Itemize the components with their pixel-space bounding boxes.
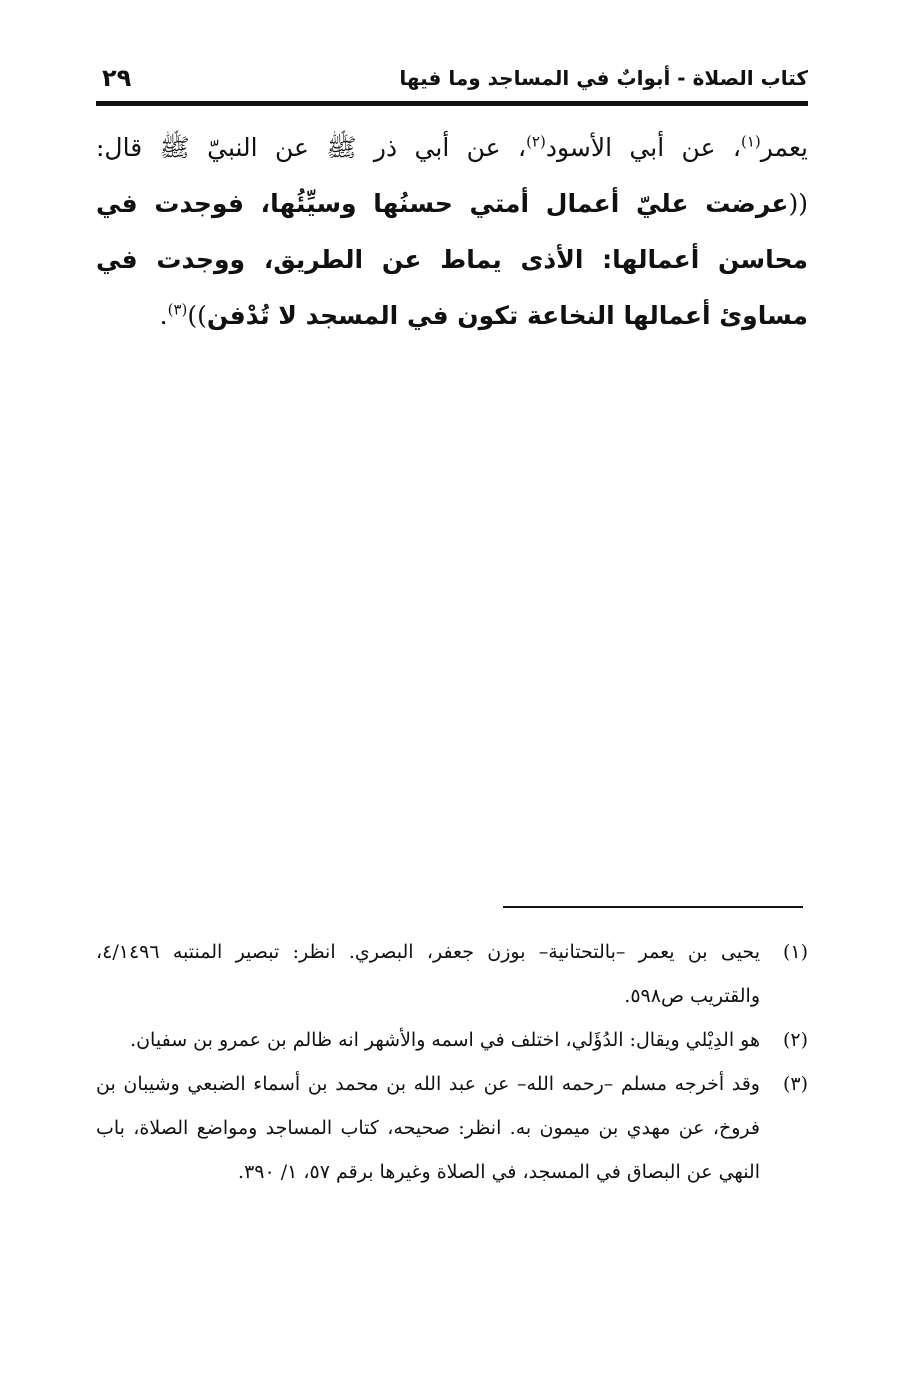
running-header xyxy=(96,62,808,102)
footnote-1 xyxy=(96,930,808,1018)
footnote-ref-2: (٢) xyxy=(526,132,546,151)
footnote-text: هو الدِيْلي ويقال: الدُؤَلي، اختلف في اسمه والأشهر انه ظالم بن عمرو بن سفيان. xyxy=(130,1029,760,1051)
main-paragraph xyxy=(96,120,808,344)
header-rule xyxy=(96,101,808,106)
footnote-text: يحيى بن يعمر –بالتحتانية– بوزن جعفر، البصري. انظر: تبصير المنتبه ٤/١٤٩٦، والقتريب ص٥٩٨. xyxy=(96,941,760,1007)
header-title: كتاب الصلاة - أبوابٌ في المساجد وما فيها xyxy=(399,66,808,90)
footnotes xyxy=(96,930,808,1194)
period: . xyxy=(159,301,168,330)
footnote-ref-3: (٣) xyxy=(167,300,188,319)
hadith-close-quote: )) xyxy=(187,301,207,330)
page-number: ٢٩ xyxy=(102,64,132,92)
narration-text: ، عن أبي ذر ﷺ عن النبيّ ﷺ قال: (( xyxy=(96,133,808,218)
footnote-3 xyxy=(96,1062,808,1194)
footnote-number: (٣) xyxy=(782,1073,808,1095)
hadith-text: عرضت عليّ أعمال أمتي حسنُها وسيِّئُها، فوجدت في محاسن أعمالها: الأذى يماط عن الطريق، ووجدت في مساوئ أعمالها النخاعة تكون في المسجد لا تُدْفن xyxy=(96,189,808,330)
footnote-number: (٢) xyxy=(782,1029,808,1051)
footnote-separator xyxy=(503,906,803,908)
footnote-text: وقد أخرجه مسلم –رحمه الله– عن عبد الله بن محمد بن أسماء الضبعي وشيبان بن فروخ، عن مهدي بن ميمون به. انظر: صحيحه، كتاب المساجد ومواضع الصلاة، باب النهي عن البصاق في المسجد، في الصلاة وغيرها برقم ٥٧، ١/ ٣٩٠. xyxy=(96,1073,760,1183)
footnote-number: (١) xyxy=(782,941,808,963)
narrator-text: ، عن أبي الأسود xyxy=(545,133,741,162)
footnote-2 xyxy=(96,1018,808,1062)
footnote-ref-1: (١) xyxy=(740,132,761,151)
intro-text: يعمر xyxy=(760,133,809,162)
